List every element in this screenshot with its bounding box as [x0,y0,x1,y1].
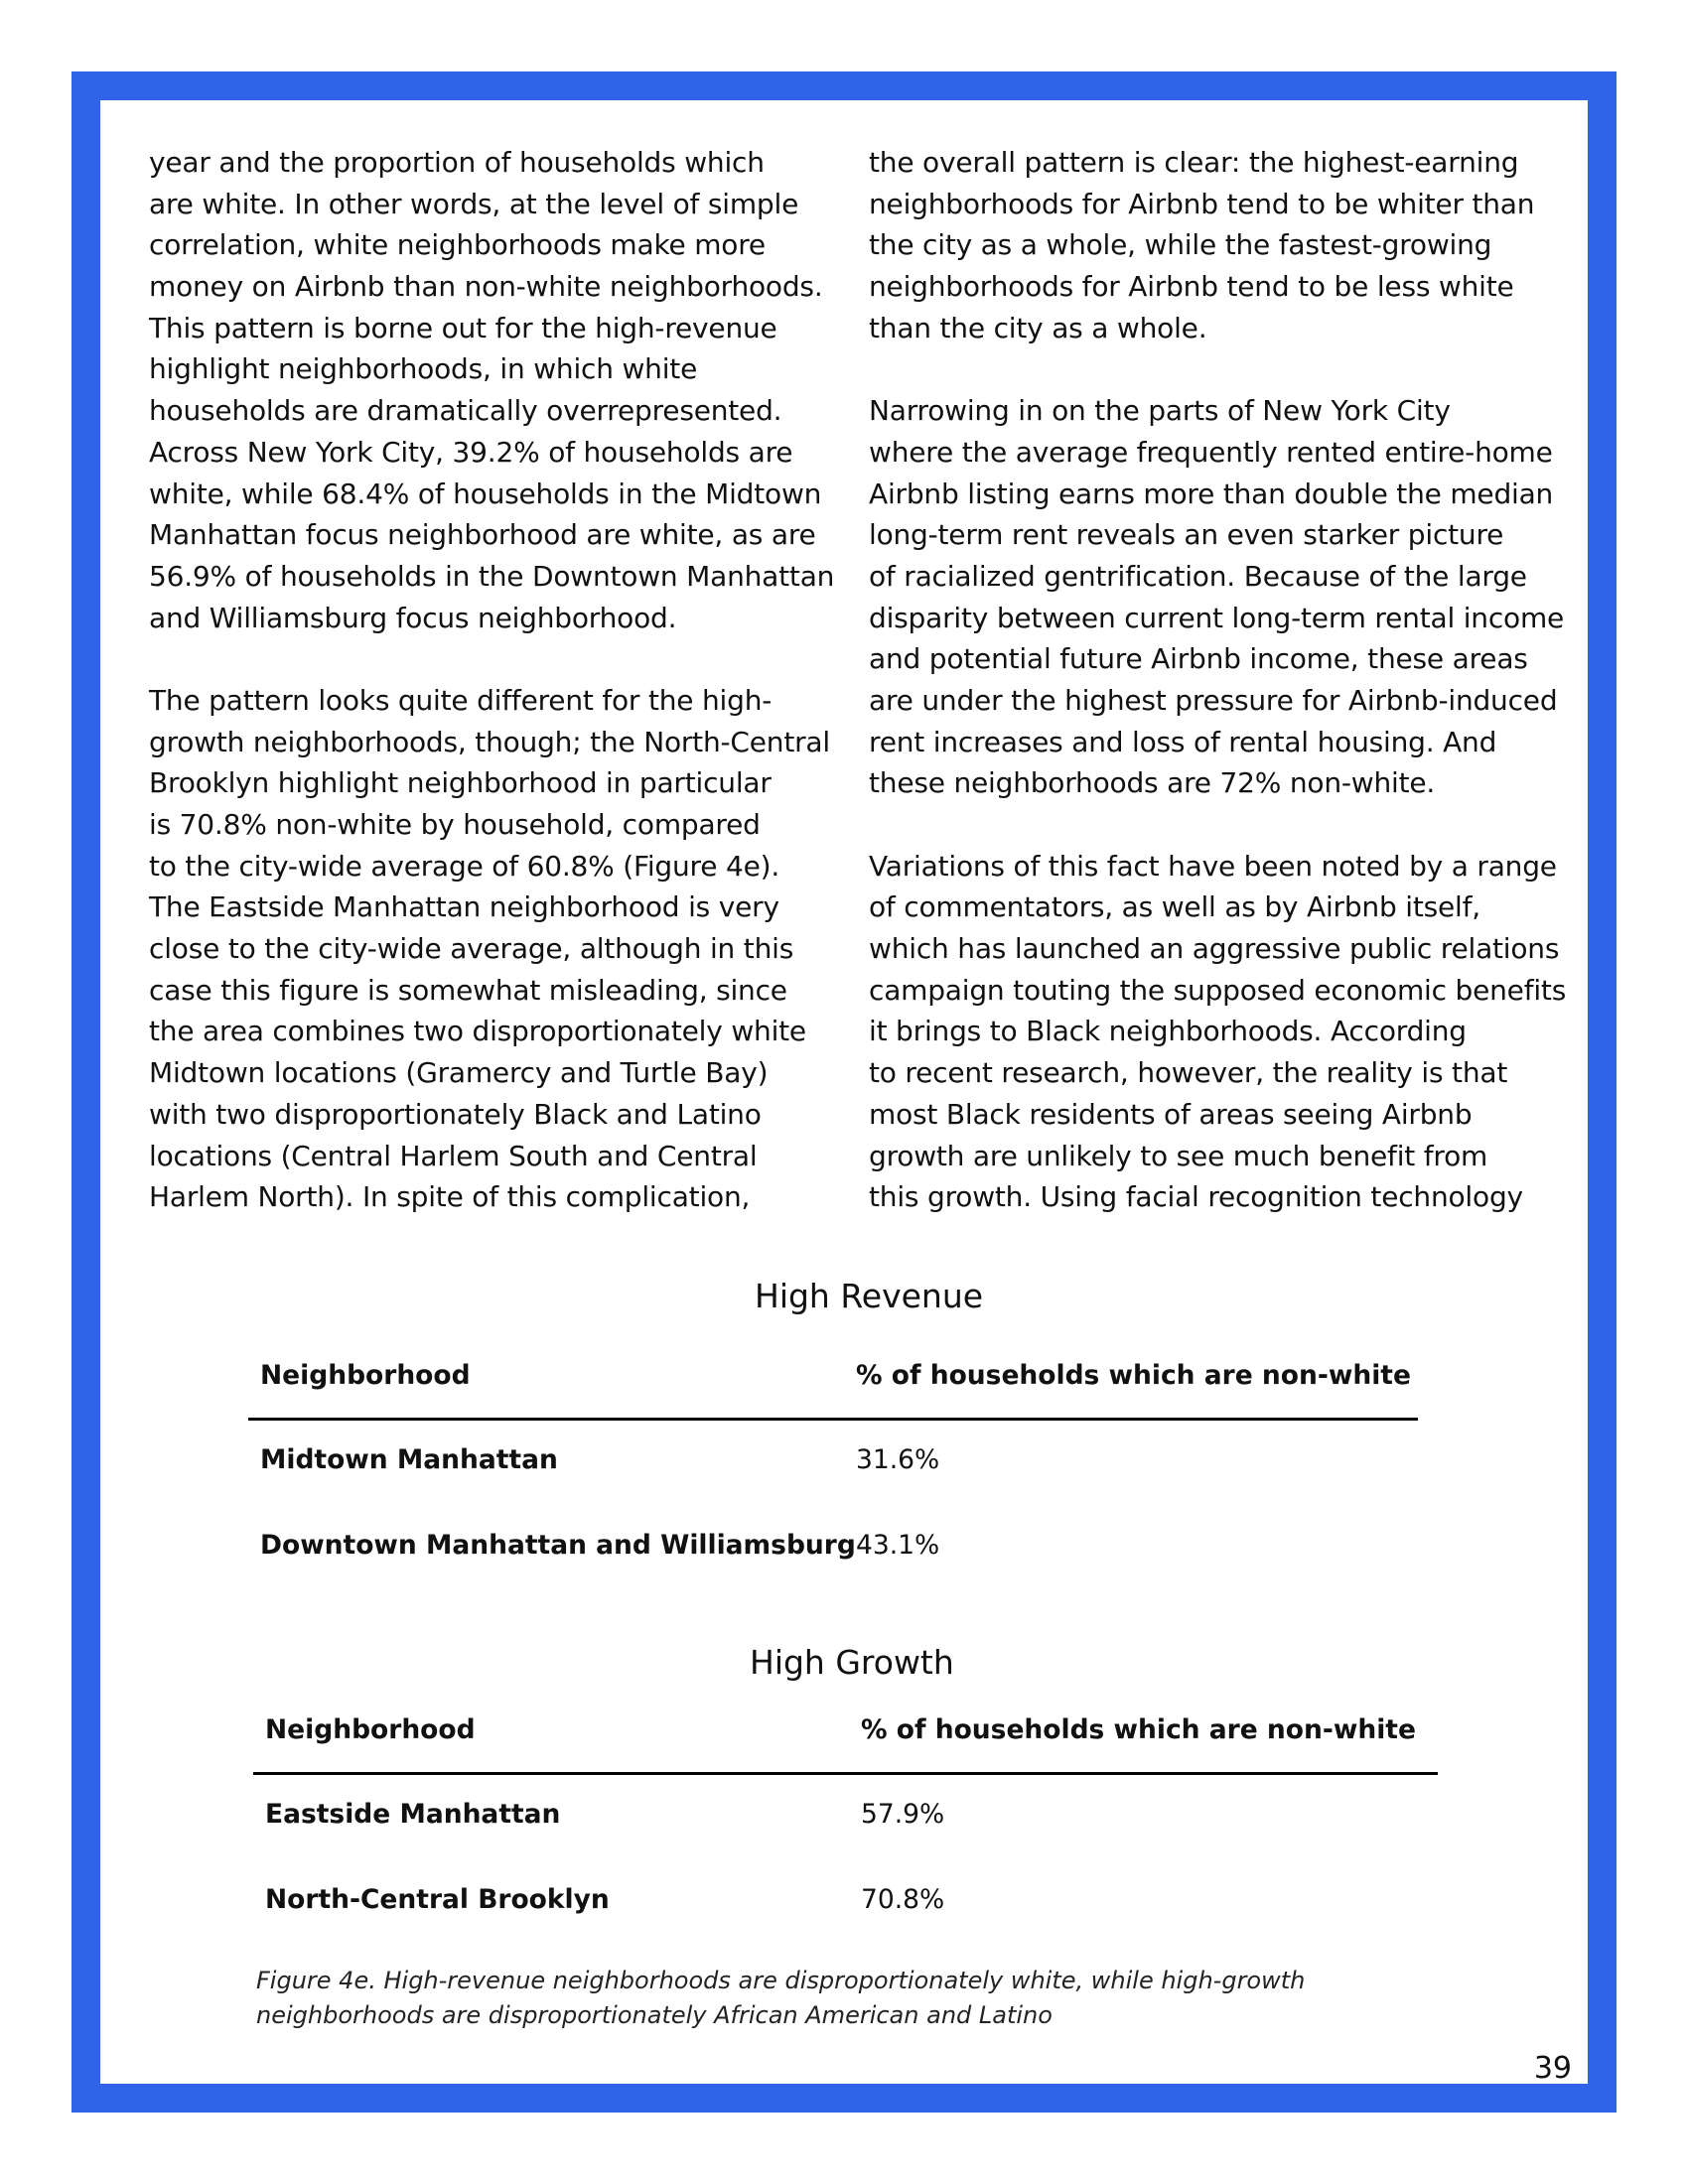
text-line: to recent research, however, the reality is that [869,1056,1508,1090]
text-line: rent increases and loss of rental housing. And [869,725,1497,758]
column-header-neighborhood: Neighborhood [265,1714,476,1745]
table-row-value: 31.6% [856,1444,940,1475]
text-line: to the city-wide average of 60.8% (Figure 4e). [149,849,780,883]
text-line: campaign touting the supposed economic benefits [869,973,1567,1007]
table-row-name: Midtown Manhattan [260,1444,558,1475]
table-row-value: 70.8% [861,1884,945,1915]
text-line: correlation, white neighborhoods make more [149,228,766,262]
text-line: white, while 68.4% of households in the Midtown [149,477,822,510]
text-line: locations (Central Harlem South and Central [149,1139,758,1172]
table-row-name: North-Central Brooklyn [265,1884,610,1915]
high-growth-table [253,1714,1440,1933]
text-line: these neighborhoods are 72% non-white. [869,766,1436,800]
column-header-percent-nonwhite: % of households which are non-white [861,1714,1416,1745]
text-line: are under the highest pressure for Airbnb-induced [869,683,1558,717]
text-line: highlight neighborhoods, in which white [149,352,698,386]
text-line: the city as a whole, while the fastest-growing [869,228,1492,262]
text-line: The pattern looks quite different for the high- [149,683,773,717]
text-line: than the city as a whole. [869,311,1207,344]
text-line: Manhattan focus neighborhood are white, as are [149,518,816,552]
header-divider [248,1418,1418,1421]
text-line: This pattern is borne out for the high-revenue [149,311,777,344]
text-line: which has launched an aggressive public relations [869,932,1560,966]
column-header-neighborhood: Neighborhood [260,1360,471,1391]
text-line: Variations of this fact have been noted by a range [869,849,1557,883]
header-divider [253,1772,1438,1775]
caption-line: neighborhoods are disproportionately African American and Latino [256,2001,1053,2029]
text-line: neighborhoods for Airbnb tend to be less white [869,270,1514,304]
text-line: and Williamsburg focus neighborhood. [149,601,677,634]
text-line: are white. In other words, at the level of simple [149,187,799,220]
column-header-percent-nonwhite: % of households which are non-white [856,1360,1411,1391]
text-line: Narrowing in on the parts of New York City [869,394,1451,428]
text-line: close to the city-wide average, although in this [149,932,794,966]
page-number: 39 [1533,2051,1572,2086]
text-line: of racialized gentrification. Because of the large [869,559,1527,593]
table-title-high-revenue: High Revenue [755,1277,984,1315]
text-line: year and the proportion of households which [149,146,765,179]
text-line: growth neighborhoods, though; the North-Central [149,725,830,758]
left-text-column [149,142,835,1218]
text-line: of commentators, as well as by Airbnb itself, [869,890,1480,924]
text-line: Harlem North). In spite of this complication, [149,1180,751,1214]
table-row-name: Downtown Manhattan and Williamsburg [260,1530,856,1561]
text-line: households are dramatically overrepresented. [149,394,782,428]
text-line: most Black residents of areas seeing Airbnb [869,1097,1473,1131]
text-line: the area combines two disproportionately white [149,1015,806,1048]
figure-caption [256,1964,1305,2033]
text-line: case this figure is somewhat misleading, since [149,973,787,1007]
right-text-column [869,142,1567,1218]
text-line: Across New York City, 39.2% of households are [149,435,793,469]
text-line: disparity between current long-term rental income [869,601,1565,634]
text-line: it brings to Black neighborhoods. According [869,1015,1467,1048]
text-line: and potential future Airbnb income, these areas [869,642,1528,676]
text-line: 56.9% of households in the Downtown Manhattan [149,559,835,593]
text-line: long-term rent reveals an even starker picture [869,518,1504,552]
text-line: Midtown locations (Gramercy and Turtle Bay) [149,1056,769,1090]
text-line: The Eastside Manhattan neighborhood is very [149,890,779,924]
text-line: Brooklyn highlight neighborhood in particular [149,766,772,800]
paragraph-break [869,348,1544,390]
high-revenue-table [248,1360,1420,1578]
text-line: money on Airbnb than non-white neighborhoods. [149,270,823,304]
paragraph-break [149,638,824,680]
caption-line: Figure 4e. High-revenue neighborhoods are disproportionately white, while high-growth [256,1967,1306,1994]
paragraph-break [869,804,1544,846]
table-row-value: 43.1% [856,1530,940,1561]
text-line: where the average frequently rented entire-home [869,435,1553,469]
table-title-high-growth: High Growth [750,1643,954,1682]
text-line: this growth. Using facial recognition technology [869,1180,1523,1214]
table-row-value: 57.9% [861,1799,945,1830]
text-line: Airbnb listing earns more than double the median [869,477,1554,510]
text-line: growth are unlikely to see much benefit from [869,1139,1488,1172]
text-line: the overall pattern is clear: the highest-earning [869,146,1519,179]
text-line: is 70.8% non-white by household, compared [149,808,761,841]
text-line: with two disproportionately Black and Latino [149,1097,762,1131]
table-row-name: Eastside Manhattan [265,1799,561,1830]
text-line: neighborhoods for Airbnb tend to be whiter than [869,187,1535,220]
